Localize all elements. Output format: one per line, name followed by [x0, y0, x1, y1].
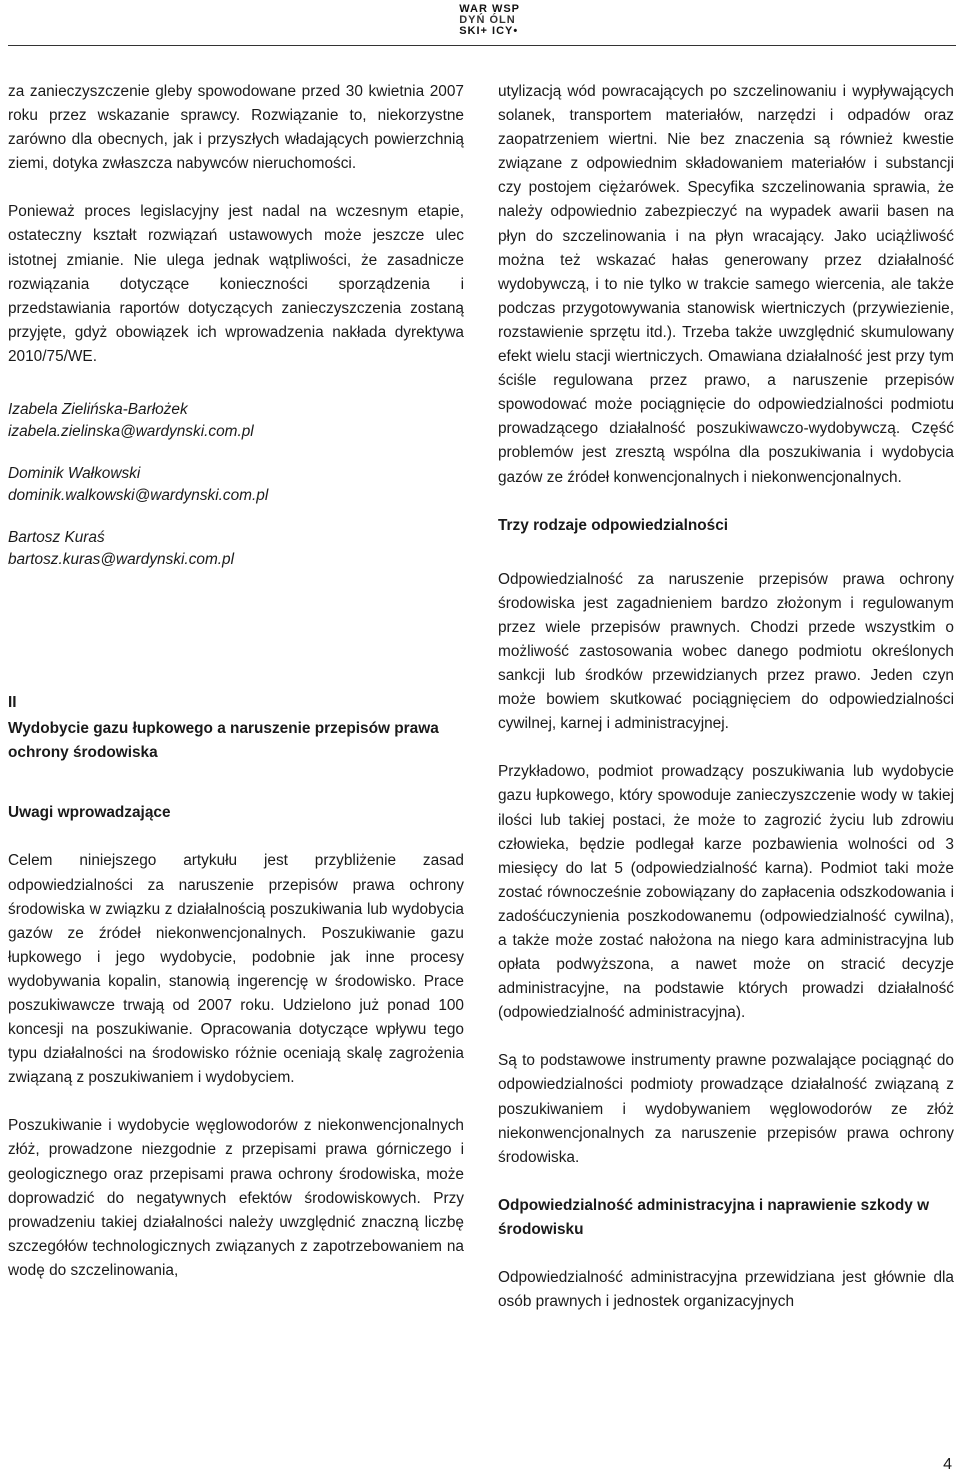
logo-line-1: WAR WSP: [459, 3, 520, 15]
page-number: 4: [943, 1456, 952, 1473]
right-paragraph-2: Odpowiedzialność za naruszenie przepisów prawa ochrony środowiska jest zagadnieniem bardzo złożonym i regulowanym przez wiele przepisów prawnych. Chodzi przede wszystkim o możliwość zastosowania wobec danego podmiotu określonych sankcji lub środków przewidzianych przez prawo. Jeden czyn może bowiem skutkować pociągnięciem do odpowiedzialności cywilnej, karnej i administracyjnej.: [498, 570, 954, 733]
logo-line-3: SKI+ ICY•: [459, 25, 519, 37]
logo-line-2: DYŃ ÓLN: [459, 14, 516, 26]
left-paragraph-2: Ponieważ proces legislacyjny jest nadal na wczesnym etapie, ostateczny kształt rozwiązań ustawowych może jeszcze ulec istotnej zmianie. Nie ulega jednak wątpliwości, że zasadnicze rozwiązania dotyczące konieczności sporządzenia i przedstawiania raportów dotyczących zanieczyszczenia zostaną przyjęte, gdyż obowiązek ich wprowadzenia nakłada dyrektywa 2010/75/WE.: [8, 203, 464, 365]
header-rule: [8, 45, 956, 46]
section-title: Wydobycie gazu łupkowego a naruszenie przepisów prawa ochrony środowiska: [8, 720, 439, 762]
authors-block: [8, 399, 464, 571]
right-paragraph-1: utylizacją wód powracających po szczelinowaniu i wypływających solanek, transportem materiałów, narzędzi i odpadów oraz zaopatrzeniem wiertni. Nie bez znaczenia są również kwestie związane z odpowiednim składowaniem materiałów i substancji czy postojem ciężarówek. Specyfika szczelinowania sprawia, że należy odpowiednio zabezpieczyć na wypadek awarii basen na płyn do szczelinowania i na płyn wracający. Jako uciążliwość można też wskazać hałas generowany przez działalność wydobywczą, i to nie tylko w trakcie samego wiercenia, ale także podczas przygotowywania stanowisk wiertniczych (przywiezienie, rozstawienie sprzętu itd.). Trzeba także uwzględnić skumulowany efekt wielu stacji wiertniczych. Omawiana działalność jest przy tym ściśle regulowana przez prawo, a naruszenie przepisów spowodować może pociągnięcie do odpowiedzialności podmiotu prowadzącego działalność poszukiwawczo-wydobywczą. Część problemów jest zresztą wspólna dla poszukiwania i wydobycia gazów ze źródeł konwencjonalnych i niekonwencjonalnych.: [498, 83, 954, 486]
right-paragraph-3: Przykładowo, podmiot prowadzący poszukiwania lub wydobycie gazu łupkowego, który spowoduje zanieczyszczenie wody w takiej ilości lub takiej postaci, że może to zagrozić życiu lub zdrowiu człowieka, będzie podlegał karze pozbawienia wolności od 3 miesięcy do lat 5 (odpowiedzialność karna). Podmiot taki może zostać równocześnie zobowiązany do zapłacenia odszkodowania i zadośćuczynienia poszkodowanemu (odpowiedzialność cywilna), a także może zostać nałożona na niego kara administracyjna lub opłata podwyższona, a nawet może on stracić decyzje administracyjne, na podstawie których prowadzi działalność (odpowiedzialność administracyjna).: [498, 763, 954, 1022]
left-column: [8, 80, 464, 1283]
section-number: II: [8, 694, 17, 712]
left-paragraph-1: za zanieczyszczenie gleby spowodowane przed 30 kwietnia 2007 roku przez wskazanie sprawcy. Rozwiązanie to, niekorzystne zarówno dla obecnych, jak i przyszłych władających powierzchnią ziemi, dotyka zwłaszcza nabywców nieruchomości.: [8, 83, 464, 173]
author-email[interactable]: dominik.walkowski@wardynski.com.pl: [8, 487, 269, 505]
subheading-administrative: Odpowiedzialność administracyjna i naprawienie szkody w środowisku: [498, 1196, 930, 1238]
right-column: [498, 80, 954, 1314]
subheading-introduction: Uwagi wprowadzające: [8, 804, 171, 822]
author-email[interactable]: izabela.zielinska@wardynski.com.pl: [8, 423, 254, 441]
spacer: [8, 591, 464, 691]
author-name: Izabela Zielińska-Barłożek: [8, 401, 188, 419]
author-name: Dominik Wałkowski: [8, 465, 141, 483]
wardynski-logo: [459, 4, 520, 37]
left-paragraph-4: Poszukiwanie i wydobycie węglowodorów z niekonwencjonalnych złóż, prowadzone niezgodnie z przepisami prawa górniczego i geologicznego oraz przepisami prawa ochrony środowiska, może doprowadzić do negatywnych efektów środowiskowych. Przy prowadzeniu takiej działalności należy uwzględnić znaczną liczbę szczegółów technologicznych związanych z zapotrzebowaniem na wodę do szczelinowania,: [8, 1117, 464, 1279]
author-email[interactable]: bartosz.kuras@wardynski.com.pl: [8, 551, 235, 569]
left-paragraph-3: Celem niniejszego artykułu jest przybliżenie zasad odpowiedzialności za naruszenie przepisów prawa ochrony środowiska w związku z działalnością poszukiwania lub wydobycia gazów ze źródeł niekonwencjonalnych. Poszukiwanie gazu łupkowego i jego wydobycie, podobnie jak inne procesy wydobywania kopalin, stanowią ingerencję w środowisko. Prace poszukiwawcze trwają od 2007 roku. Udzielono już ponad 100 koncesji na poszukiwanie. Opracowania dotyczące wpływu tego typu działalności na środowisko różnie oceniają skalę zagrożenia związaną z poszukiwaniem i wydobyciem.: [8, 852, 464, 1087]
author-name: Bartosz Kuraś: [8, 529, 105, 547]
right-paragraph-4: Są to podstawowe instrumenty prawne pozwalające pociągnąć do odpowiedzialności podmioty prowadzące działalność związaną z poszukiwaniem i wydobywaniem węglowodorów ze złóż niekonwencjonalnych za naruszenie przepisów prawa ochrony środowiska.: [498, 1052, 954, 1166]
right-paragraph-5: Odpowiedzialność administracyjna przewidziana jest głównie dla osób prawnych i jednostek organizacyjnych: [498, 1269, 954, 1311]
subheading-three-types: Trzy rodzaje odpowiedzialności: [498, 516, 729, 534]
